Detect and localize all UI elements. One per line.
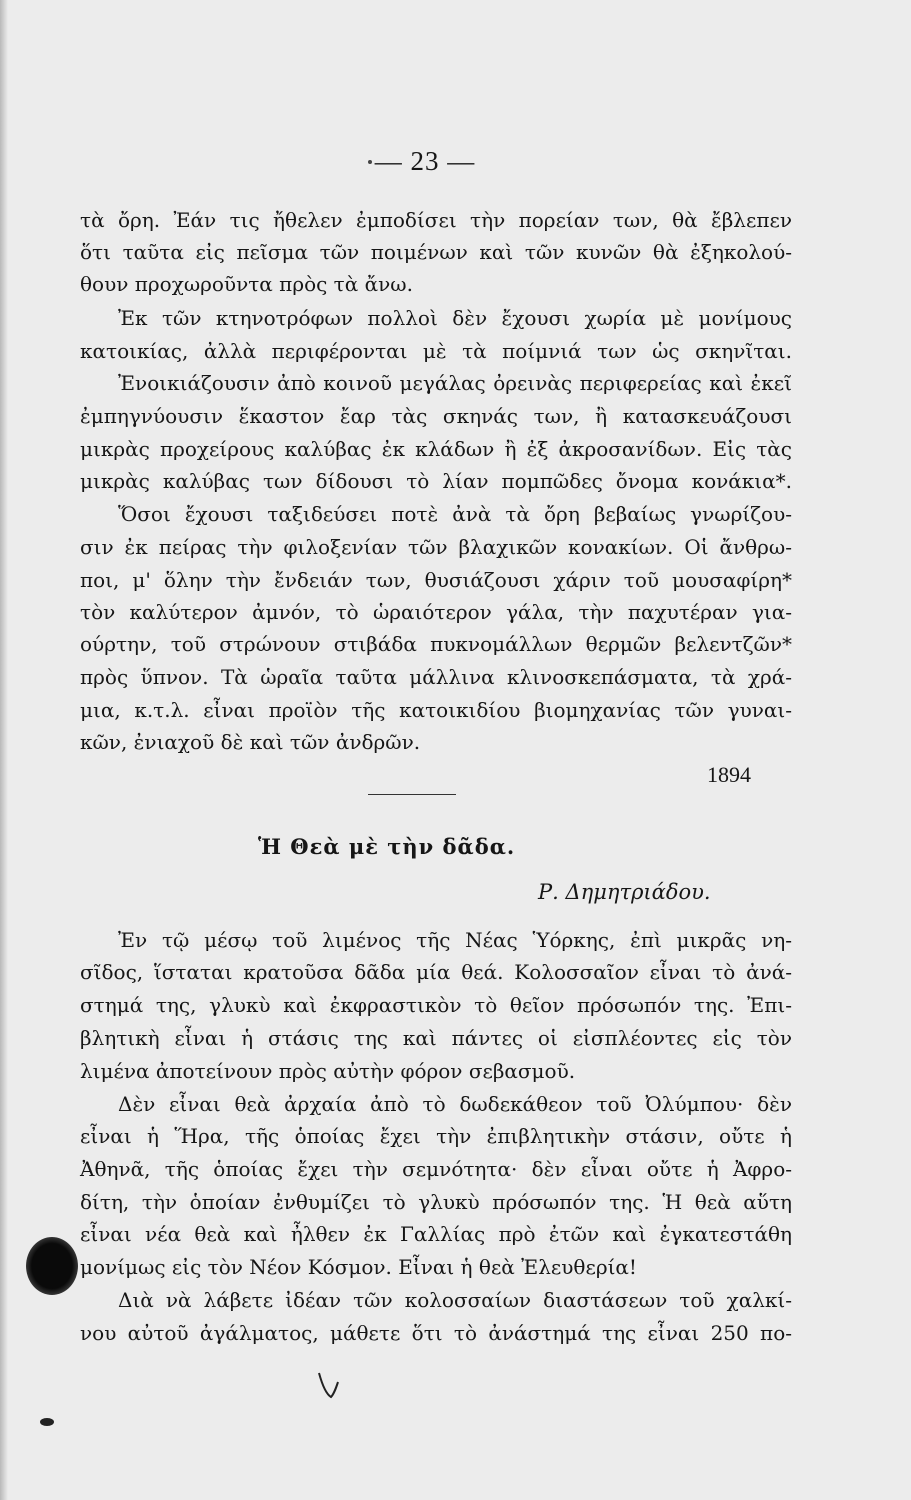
text-line: στημά της, γλυκὺ καὶ ἐκφραστικὸν τὸ θεῖον πρόσωπόν της. Ἐπι- xyxy=(80,993,792,1017)
text-line: ὅτι ταῦτα εἰς πεῖσμα τῶν ποιμένων καὶ τῶν κυνῶν θὰ ἐξηκολού- xyxy=(80,240,792,264)
text-line: Ἐνοικιάζουσιν ἀπὸ κοινοῦ μεγάλας ὀρεινὰς περιφερείας καὶ ἐκεῖ xyxy=(118,371,792,395)
page-number: — 23 — xyxy=(374,146,476,176)
text-line: εἶναι ἡ Ἥρα, τῆς ὁποίας ἔχει τὴν ἐπιβλητικὴν στάσιν, οὔτε ἡ xyxy=(80,1124,792,1148)
text-line: μονίμως εἰς τὸν Νέον Κόσμον. Εἶναι ἡ θεὰ Ἐλευθερία! xyxy=(80,1255,637,1279)
section-divider xyxy=(368,794,456,795)
article-author: Ρ. Δημητριάδου. xyxy=(538,880,711,904)
text-line: σῖδος, ἵσταται κρατοῦσα δᾶδα μία θεά. Κολοσσαῖον εἶναι τὸ ἀνά- xyxy=(80,960,792,984)
text-line: σιν ἐκ πείρας τὴν φιλοξενίαν τῶν βλαχικῶν κονακίων. Οἱ ἄνθρω- xyxy=(80,535,792,559)
text-line: ἐμπηγνύουσιν ἕκαστον ἔαρ τὰς σκηνάς των, ἢ κατασκευάζουσι xyxy=(80,404,792,428)
text-line: νου αὐτοῦ ἀγάλματος, μάθετε ὅτι τὸ ἀνάστημά της εἶναι 250 πο- xyxy=(80,1321,792,1345)
text-line: Ἐν τῷ μέσῳ τοῦ λιμένος τῆς Νέας Ὑόρκης, ἐπὶ μικρᾶς νη- xyxy=(118,928,792,952)
text-line: Δὲν εἶναι θεὰ ἀρχαία ἀπὸ τὸ δωδεκάθεον τοῦ Ὀλύμπου· δὲν xyxy=(118,1092,792,1116)
ink-speck xyxy=(40,1418,54,1426)
text-line: θουν προχωροῦντα πρὸς τὰ ἄνω. xyxy=(80,272,413,296)
date: 1894 xyxy=(707,762,751,787)
text-line: κατοικίας, ἀλλὰ περιφέρονται μὲ τὰ ποίμνιά των ὡς σκηνῖται. xyxy=(80,339,792,363)
text-line: ούρτην, τοῦ στρώνουν στιβάδα πυκνομάλλων θερμῶν βελεντζῶν* xyxy=(80,632,792,656)
text-line: Ἐκ τῶν κτηνοτρόφων πολλοὶ δὲν ἔχουσι χωρία μὲ μονίμους xyxy=(118,306,792,330)
text-line: Διὰ νὰ λάβετε ἰδέαν τῶν κολοσσαίων διαστάσεων τοῦ χαλκί- xyxy=(118,1288,792,1312)
text-line: τὰ ὄρη. Ἐάν τις ἤθελεν ἐμποδίσει τὴν πορείαν των, θὰ ἔβλεπεν xyxy=(80,208,792,232)
text-line: κῶν, ἐνιαχοῦ δὲ καὶ τῶν ἀνδρῶν. xyxy=(80,730,421,754)
text-line: τὸν καλύτερον ἀμνόν, τὸ ὡραιότερον γάλα, τὴν παχυτέραν για- xyxy=(80,600,792,624)
page-edge-shadow xyxy=(0,0,8,1500)
text-line: εἶναι νέα θεὰ καὶ ἦλθεν ἐκ Γαλλίας πρὸ ἐτῶν καὶ ἐγκατεστάθη xyxy=(80,1222,792,1246)
ink-blot xyxy=(26,1237,78,1295)
text-line: βλητικὴ εἶναι ἡ στάσις της καὶ πάντες οἱ εἰσπλέοντες εἰς τὸν xyxy=(80,1026,792,1050)
text-line: ποι, μ' ὅλην τὴν ἔνδειάν των, θυσιάζουσι χάριν τοῦ μουσαφίρη* xyxy=(80,568,792,592)
text-line: λιμένα ἀποτείνουν πρὸς αὐτὴν φόρον σεβασμοῦ. xyxy=(80,1059,576,1083)
article-title: Ἡ Θεὰ μὲ τὴν δᾶδα. xyxy=(258,834,516,859)
text-line: δίτη, τὴν ὁποίαν ἐνθυμίζει τὸ γλυκὺ πρόσωπόν της. Ἡ θεὰ αὕτη xyxy=(80,1190,792,1214)
text-line: μικρὰς καλύβας των δίδουσι τὸ λίαν πομπῶδες ὄνομα κονάκια*. xyxy=(80,469,792,493)
text-line: μικρὰς προχείρους καλύβας ἐκ κλάδων ἢ ἐξ ἀκροσανίδων. Εἰς τὰς xyxy=(80,437,792,461)
ink-stroke-mark xyxy=(316,1370,340,1400)
text-line: Ὅσοι ἔχουσι ταξιδεύσει ποτὲ ἀνὰ τὰ ὄρη βεβαίως γνωρίζου- xyxy=(118,502,792,526)
text-line: πρὸς ὕπνον. Τὰ ὡραῖα ταῦτα μάλλινα κλινοσκεπάσματα, τὰ χρά- xyxy=(80,665,792,689)
text-line: μια, κ.τ.λ. εἶναι προϊὸν τῆς κατοικιδίου βιομηχανίας τῶν γυναι- xyxy=(80,698,792,722)
text-line: Ἀθηνᾶ, τῆς ὁποίας ἔχει τὴν σεμνότητα· δὲν εἶναι οὔτε ἡ Ἀφρο- xyxy=(80,1157,792,1181)
